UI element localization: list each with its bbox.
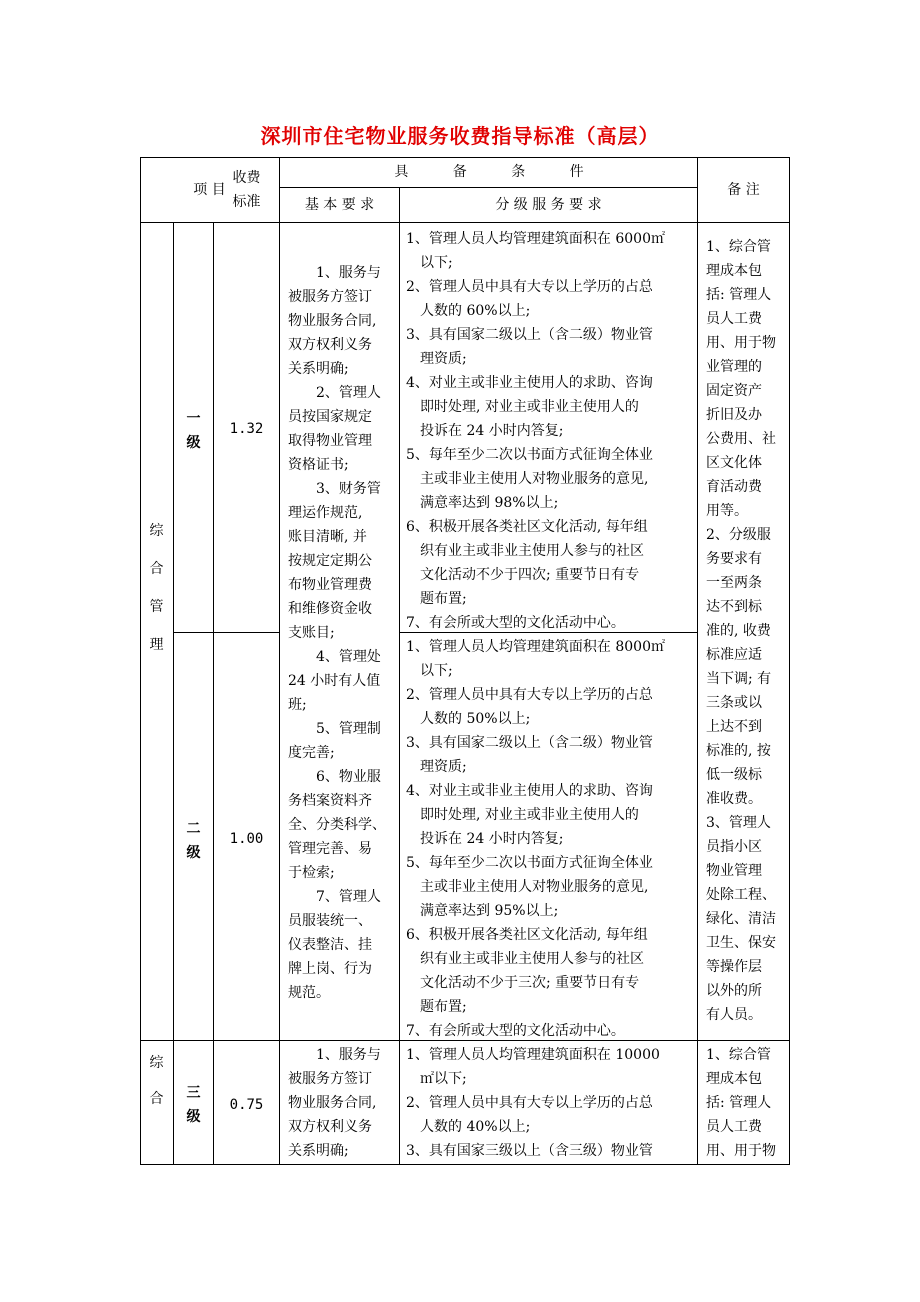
text-line: 投诉在 24 小时内答复; [420, 831, 564, 847]
text-line: 5、每年至少二次以书面方式征询全体业 [406, 855, 653, 871]
text-line: 低一级标 [706, 767, 762, 783]
header-item: 项 目 [193, 181, 226, 198]
text-line: 务要求有 [706, 551, 762, 567]
text-line: 文化活动不少于四次; 重要节日有专 [420, 567, 640, 583]
text-line: 务档案资料齐 [288, 793, 372, 809]
text-line: 3、管理人 [706, 815, 771, 831]
level-3-graded-requirements [406, 1043, 698, 1163]
text-line: 处除工程、 [706, 887, 776, 903]
text-line: 三条或以 [706, 695, 762, 711]
text-line: 育活动费 [706, 479, 762, 495]
text-line: 2、管理人员中具有大专以上学历的占总 [406, 687, 653, 703]
level-1-label: 一 级 [186, 411, 201, 451]
text-line: 理成本包 [706, 263, 762, 279]
text-line: 物业服务合同, [288, 1095, 377, 1111]
text-line: 标准应适 [706, 647, 762, 663]
text-line: 2、分级服 [706, 527, 771, 543]
text-line: 主或非业主使用人对物业服务的意见, [420, 471, 649, 487]
text-line: 关系明确; [288, 361, 349, 377]
text-line: 1、服务与 [288, 1047, 381, 1063]
level-3-fee: 0.75 [229, 1097, 264, 1113]
text-line: 题布置; [420, 999, 467, 1015]
level-3-remarks [706, 1043, 790, 1163]
text-line: 理资质; [420, 759, 467, 775]
text-line: 等操作层 [706, 959, 762, 975]
text-line: 双方权利义务 [288, 1119, 372, 1135]
text-line: 物业管理 [706, 863, 762, 879]
text-line: 1、管理人员人均管理建筑面积在 10000 [406, 1047, 660, 1063]
text-line: 理资质; [420, 351, 467, 367]
category-label-2: 综 合 [149, 1055, 164, 1107]
text-line: 班; [288, 697, 307, 713]
text-line: 3、具有国家三级以上（含三级）物业管 [406, 1143, 653, 1159]
text-line: 括: 管理人 [706, 287, 772, 303]
text-line: 5、每年至少二次以书面方式征询全体业 [406, 447, 653, 463]
text-line: 被服务方签订 [288, 1071, 372, 1087]
category-label: 综 合 管 理 [149, 523, 164, 653]
text-line: 3、具有国家二级以上（含二级）物业管 [406, 327, 653, 343]
text-line: 3、财务管 [288, 481, 381, 497]
text-line: 有人员。 [706, 1007, 762, 1023]
text-line: 固定资产 [706, 383, 762, 399]
level-3-basic-requirements [288, 1043, 398, 1163]
text-line: 当下调; 有 [706, 671, 772, 687]
text-line: 标准的, 按 [706, 743, 771, 759]
text-line: 织有业主或非业主使用人参与的社区 [420, 543, 644, 559]
text-line: 1、综合管 [706, 239, 771, 255]
level-2-graded-requirements [406, 635, 698, 1043]
text-line: 6、积极开展各类社区文化活动, 每年组 [406, 927, 648, 943]
text-line: 1、管理人员人均管理建筑面积在 8000㎡ [406, 639, 665, 655]
text-line: 7、管理人 [288, 889, 381, 905]
fee-standard-table [140, 157, 790, 1165]
text-line: 6、物业服 [288, 769, 381, 785]
text-line: 理成本包 [706, 1071, 762, 1087]
remarks [706, 235, 790, 1027]
text-line: 取得物业管理 [288, 433, 372, 449]
text-line: 公费用、社 [706, 431, 776, 447]
text-line: 24 小时有人值 [288, 673, 381, 689]
text-line: 按规定定期公 [288, 553, 372, 569]
text-line: 满意率达到 98%以上; [420, 495, 559, 511]
text-line: 2、管理人员中具有大专以上学历的占总 [406, 1095, 653, 1111]
text-line: 牌上岗、行为 [288, 961, 372, 977]
text-line: 度完善; [288, 745, 335, 761]
text-line: 一至两条 [706, 575, 762, 591]
text-line: 2、管理人员中具有大专以上学历的占总 [406, 279, 653, 295]
level-3-label: 三 级 [186, 1085, 201, 1125]
text-line: 员服装统一、 [288, 913, 372, 929]
text-line: 满意率达到 95%以上; [420, 903, 559, 919]
text-line: 即时处理, 对业主或非业主使用人的 [420, 807, 639, 823]
text-line: 布物业管理费 [288, 577, 372, 593]
text-line: 关系明确; [288, 1143, 349, 1159]
text-line: 主或非业主使用人对物业服务的意见, [420, 879, 649, 895]
text-line: 规范。 [288, 985, 330, 1001]
text-line: 6、积极开展各类社区文化活动, 每年组 [406, 519, 648, 535]
header-remarks: 备 注 [727, 181, 760, 198]
header-fee-line2: 标准 [232, 194, 261, 210]
text-line: 投诉在 24 小时内答复; [420, 423, 564, 439]
text-line: 即时处理, 对业主或非业主使用人的 [420, 399, 639, 415]
text-line: 和维修资金收 [288, 601, 372, 617]
level-1-fee: 1.32 [229, 421, 264, 437]
text-line: 双方权利义务 [288, 337, 372, 353]
text-line: 7、有会所或大型的文化活动中心。 [406, 615, 625, 631]
header-graded: 分 级 服 务 要 求 [495, 197, 602, 213]
level-1-graded-requirements [406, 227, 698, 635]
text-line: 准收费。 [706, 791, 762, 807]
text-line: 用等。 [706, 503, 748, 519]
header-fee [214, 165, 279, 215]
text-line: 物业服务合同, [288, 313, 377, 329]
text-line: 5、管理制 [288, 721, 381, 737]
text-line: 人数的 50%以上; [420, 711, 531, 727]
text-line: 以下; [420, 255, 453, 271]
text-line: 折旧及办 [706, 407, 762, 423]
header-conditions: 具 备 条 件 [394, 164, 584, 180]
header-basic: 基 本 要 求 [304, 197, 375, 213]
text-line: 员人工费 [706, 311, 762, 327]
level-2-fee: 1.00 [229, 831, 264, 847]
page-title: 深圳市住宅物业服务收费指导标准（高层） [260, 124, 660, 148]
text-line: 业管理的 [706, 359, 762, 375]
text-line: 1、综合管 [706, 1047, 771, 1063]
text-line: 人数的 40%以上; [420, 1119, 531, 1135]
text-line: 全、分类科学、 [288, 817, 386, 833]
text-line: 理运作规范, [288, 505, 363, 521]
text-line: 绿化、清洁 [706, 911, 776, 927]
text-line: 4、对业主或非业主使用人的求助、咨询 [406, 783, 653, 799]
text-line: 以外的所 [706, 983, 762, 999]
text-line: 7、有会所或大型的文化活动中心。 [406, 1023, 625, 1039]
text-line: 卫生、保安 [706, 935, 776, 951]
text-line: 达不到标 [706, 599, 762, 615]
text-line: 织有业主或非业主使用人参与的社区 [420, 951, 644, 967]
text-line: 被服务方签订 [288, 289, 372, 305]
text-line: 支账目; [288, 625, 335, 641]
text-line: 区文化体 [706, 455, 762, 471]
text-line: 员指小区 [706, 839, 762, 855]
text-line: 1、服务与 [288, 265, 381, 281]
basic-requirements [288, 261, 398, 1005]
text-line: 4、对业主或非业主使用人的求助、咨询 [406, 375, 653, 391]
header-fee-line1: 收费 [232, 170, 261, 186]
text-line: 用、用于物 [706, 1143, 776, 1159]
text-line: 1、管理人员人均管理建筑面积在 6000㎡ [406, 231, 665, 247]
text-line: ㎡以下; [420, 1071, 467, 1087]
text-line: 上达不到 [706, 719, 762, 735]
text-line: 管理完善、易 [288, 841, 372, 857]
text-line: 题布置; [420, 591, 467, 607]
text-line: 资格证书; [288, 457, 349, 473]
text-line: 人数的 60%以上; [420, 303, 531, 319]
text-line: 仪表整洁、挂 [288, 937, 372, 953]
text-line: 以下; [420, 663, 453, 679]
text-line: 文化活动不少于三次; 重要节日有专 [420, 975, 640, 991]
text-line: 准的, 收费 [706, 623, 771, 639]
text-line: 员按国家规定 [288, 409, 372, 425]
text-line: 2、管理人 [288, 385, 381, 401]
text-line: 4、管理处 [288, 649, 381, 665]
text-line: 于检索; [288, 865, 335, 881]
text-line: 括: 管理人 [706, 1095, 772, 1111]
text-line: 员人工费 [706, 1119, 762, 1135]
level-2-label: 二 级 [186, 821, 201, 861]
text-line: 账目清晰, 并 [288, 529, 367, 545]
text-line: 用、用于物 [706, 335, 776, 351]
text-line: 3、具有国家二级以上（含二级）物业管 [406, 735, 653, 751]
